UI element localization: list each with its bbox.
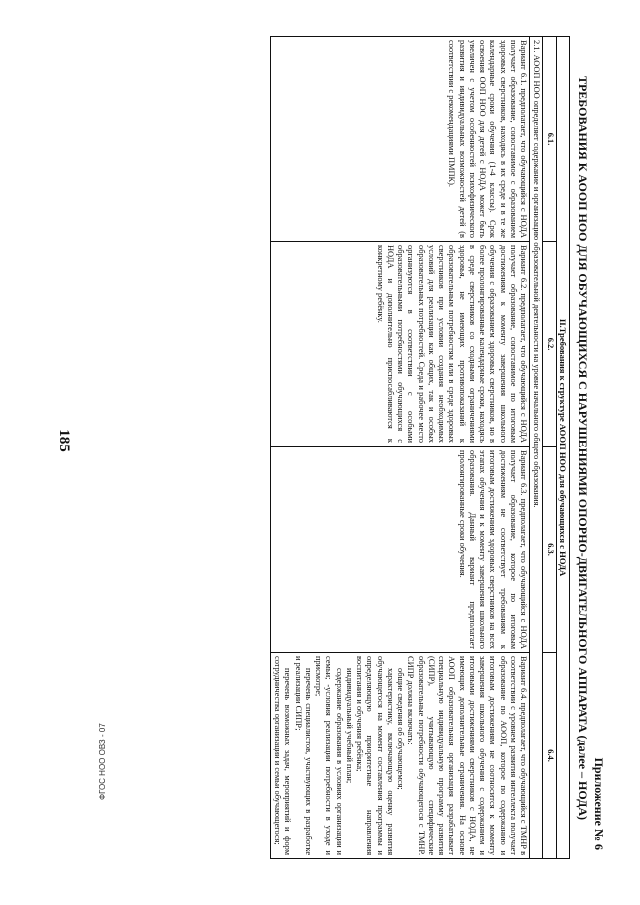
- requirements-table: [270, 36, 570, 859]
- row-2-1-text: 2.1. АООП НОО определяет содержание и организацию образовательной деятельности на уровне начального общего образования.: [530, 37, 543, 859]
- sipr-item: индивидуальный учебный план;: [344, 668, 354, 784]
- rotated-page-content: [152, 28, 606, 868]
- sipr-item: содержание образования в условиях организации и семьи; -условия реализации потребности в уходе и присмотре;: [314, 656, 344, 856]
- section-2-heading: II.Требования к структуре АООП НОО для обучающихся с НОДА: [556, 37, 569, 859]
- column-head-6-4: 6.4.: [543, 653, 556, 859]
- variant-6-3-cell: Вариант 6.3. предполагает, что обучающийся с НОДА получает образование, которое по итоговым достижениям не соответствует требованиям к итоговым достижениям здоровых сверстников на всех этапах обучения и к моменту завершения школьного образования. Данный вариант предполагает пролонгированные сроки обучения.: [270, 447, 529, 653]
- sipr-item: общие сведения об обучающемся;: [396, 668, 406, 790]
- footer-code: ФГОС НОО ОВЗ - 07: [98, 723, 107, 800]
- sipr-item: характеристику, включающую оценку развития обучающегося на момент составления программы и определяющую приоритетные направления воспитания и обучения ребёнка;: [355, 656, 395, 856]
- page-number: 185: [55, 429, 72, 452]
- sipr-item: перечень специалистов, участвующих в разработке и реализации СИПР;: [293, 656, 313, 856]
- document-title: ТРЕБОВАНИЯ К АООП НОО ДЛЯ ОБУЧАЮЩИХСЯ С НАРУШЕНИЯМИ ОПОРНО-ДВИГАТЕЛЬНОГО АППАРАТА (далее – НОДА): [576, 75, 590, 821]
- sipr-item: перечень возможных задач, мероприятий и форм сотрудничества организации и семьи обучающегося;: [273, 656, 293, 856]
- variant-6-4-text: Вариант 6.4. предполагает, что обучающийся с ТМНР в соответствии с уровнем развития интеллекта получает образование по АООП, которое по содержанию и итоговым достижениям не соотносится к моменту завершения школьного обучения с содержанием и итоговыми достижениями сверстников с НОДА, не имеющих дополнительные ограничения. На основе АООП образовательная организация разрабатывает специальную индивидуальную программу развития (СИПР), учитывающую специфические образовательные потребности обучающегося с ТМНР. СИПР должна включать:: [406, 656, 529, 856]
- column-head-6-1: 6.1.: [543, 37, 556, 242]
- column-head-6-3: 6.3.: [543, 447, 556, 653]
- variant-6-2-cell: Вариант 6.2. предполагает, что обучающийся с НОДА получает образование, сопоставимое по итоговым достижениям к моменту завершения школьного обучения с образованием здоровых сверстников, но в более пролонгированные календарные сроки, находясь в среде сверстников со сходными ограничениями здоровья, не имеющих противопоказаний к образовательным потребностям или в среде здоровых сверстников при условии создания необходимых условий для реализации как общих, так и особых образовательных потребностей. Среда и рабочее место организуются в соответствии с особыми образовательными потребностями обучающихся с НОДА и дополнительно приспосабливаются к конкретному ребёнку.: [270, 242, 529, 447]
- appendix-label: Приложение № 6: [592, 757, 606, 850]
- variant-6-4-cell: [270, 653, 529, 859]
- variant-6-1-cell: Вариант 6.1. предполагает, что обучающийся с НОДА получает образование, сопоставимое с образованием здоровых сверстников, находясь в их среде и в те же календарные сроки обучения (1-4 классы). Срок освоения ООП НОО для детей с НОДА может быть увеличен с учетом особенностей психофизического развития и индивидуальных возможностей детей (в соответствии с рекомендациями ПМПК).: [270, 37, 529, 242]
- column-head-6-2: 6.2.: [543, 242, 556, 447]
